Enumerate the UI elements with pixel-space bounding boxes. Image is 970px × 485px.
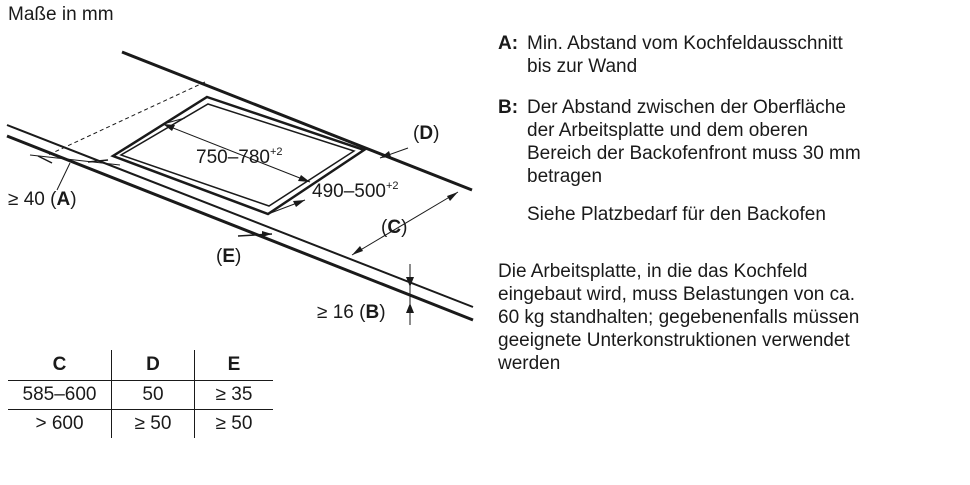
unit-label: Maße in mm (8, 4, 114, 25)
cutout-depth-label: $490-500^{+2}$ (312, 180, 399, 202)
table-header-d: D (112, 350, 195, 381)
table-cell: ≥ 50 (112, 410, 195, 439)
dim-d-label: (D) (413, 123, 440, 144)
note-load-line-2: eingebaut wird, muss Belastungen von ca. (498, 284, 855, 305)
dim-a-arrow-2 (88, 160, 108, 162)
note-b-line-1: Der Abstand zwischen der Oberfläche (527, 97, 846, 118)
note-see-also: Siehe Platzbedarf für den Backofen (527, 204, 826, 225)
note-a-line-1: Min. Abstand vom Kochfeldausschnitt (527, 33, 843, 54)
table-cell: 50 (112, 381, 195, 410)
table-header-c: C (8, 350, 112, 381)
table-header-e: E (195, 350, 274, 381)
note-b (498, 96, 968, 188)
table-header-row (8, 350, 273, 381)
arrow-c-start (352, 246, 363, 255)
arrow-depth-end (293, 200, 305, 207)
dim-a-leader (57, 163, 70, 190)
note-b-key: B: (498, 97, 519, 118)
dim-b-label: ≥ 16 (B) (317, 302, 386, 323)
note-b-line-3: Bereich der Backofenfront muss 30 mm (527, 143, 861, 164)
arrow-b-bottom (406, 303, 414, 313)
dim-e-label: (E) (216, 246, 242, 267)
note-a (498, 32, 968, 78)
arrow-length-end (298, 175, 310, 182)
note-a-key: A: (498, 33, 519, 54)
table-cell: ≥ 35 (195, 381, 274, 410)
note-load-line-5: werden (498, 353, 561, 374)
note-load-line-3: 60 kg standhalten; gegebenenfalls müssen (498, 307, 860, 328)
table-row (8, 381, 273, 410)
cutout-length-label: $750-780^{+2}$ (196, 146, 283, 168)
table-row (8, 410, 273, 439)
note-load-line-1: Die Arbeitsplatte, in die das Kochfeld (498, 261, 808, 282)
table-cell: 585–600 (8, 381, 112, 410)
arrow-e (262, 231, 272, 237)
worktop-cutout-diagram (0, 0, 490, 350)
table-cell: > 600 (35, 413, 84, 434)
table-cell: ≥ 50 (195, 410, 274, 439)
note-load (498, 260, 968, 375)
dimension-table (8, 350, 273, 438)
dim-a-label: ≥ 40 (A) (8, 189, 77, 210)
note-b-line-4: betragen (527, 166, 603, 187)
dim-c-label: (C) (381, 217, 408, 238)
note-a-line-2: bis zur Wand (527, 56, 638, 77)
installation-notes (498, 32, 968, 375)
arrow-c-end (447, 192, 458, 201)
note-load-line-4: geeignete Unterkonstruktionen verwendet (498, 330, 850, 351)
note-b-line-2: der Arbeitsplatte und dem oberen (527, 120, 808, 141)
